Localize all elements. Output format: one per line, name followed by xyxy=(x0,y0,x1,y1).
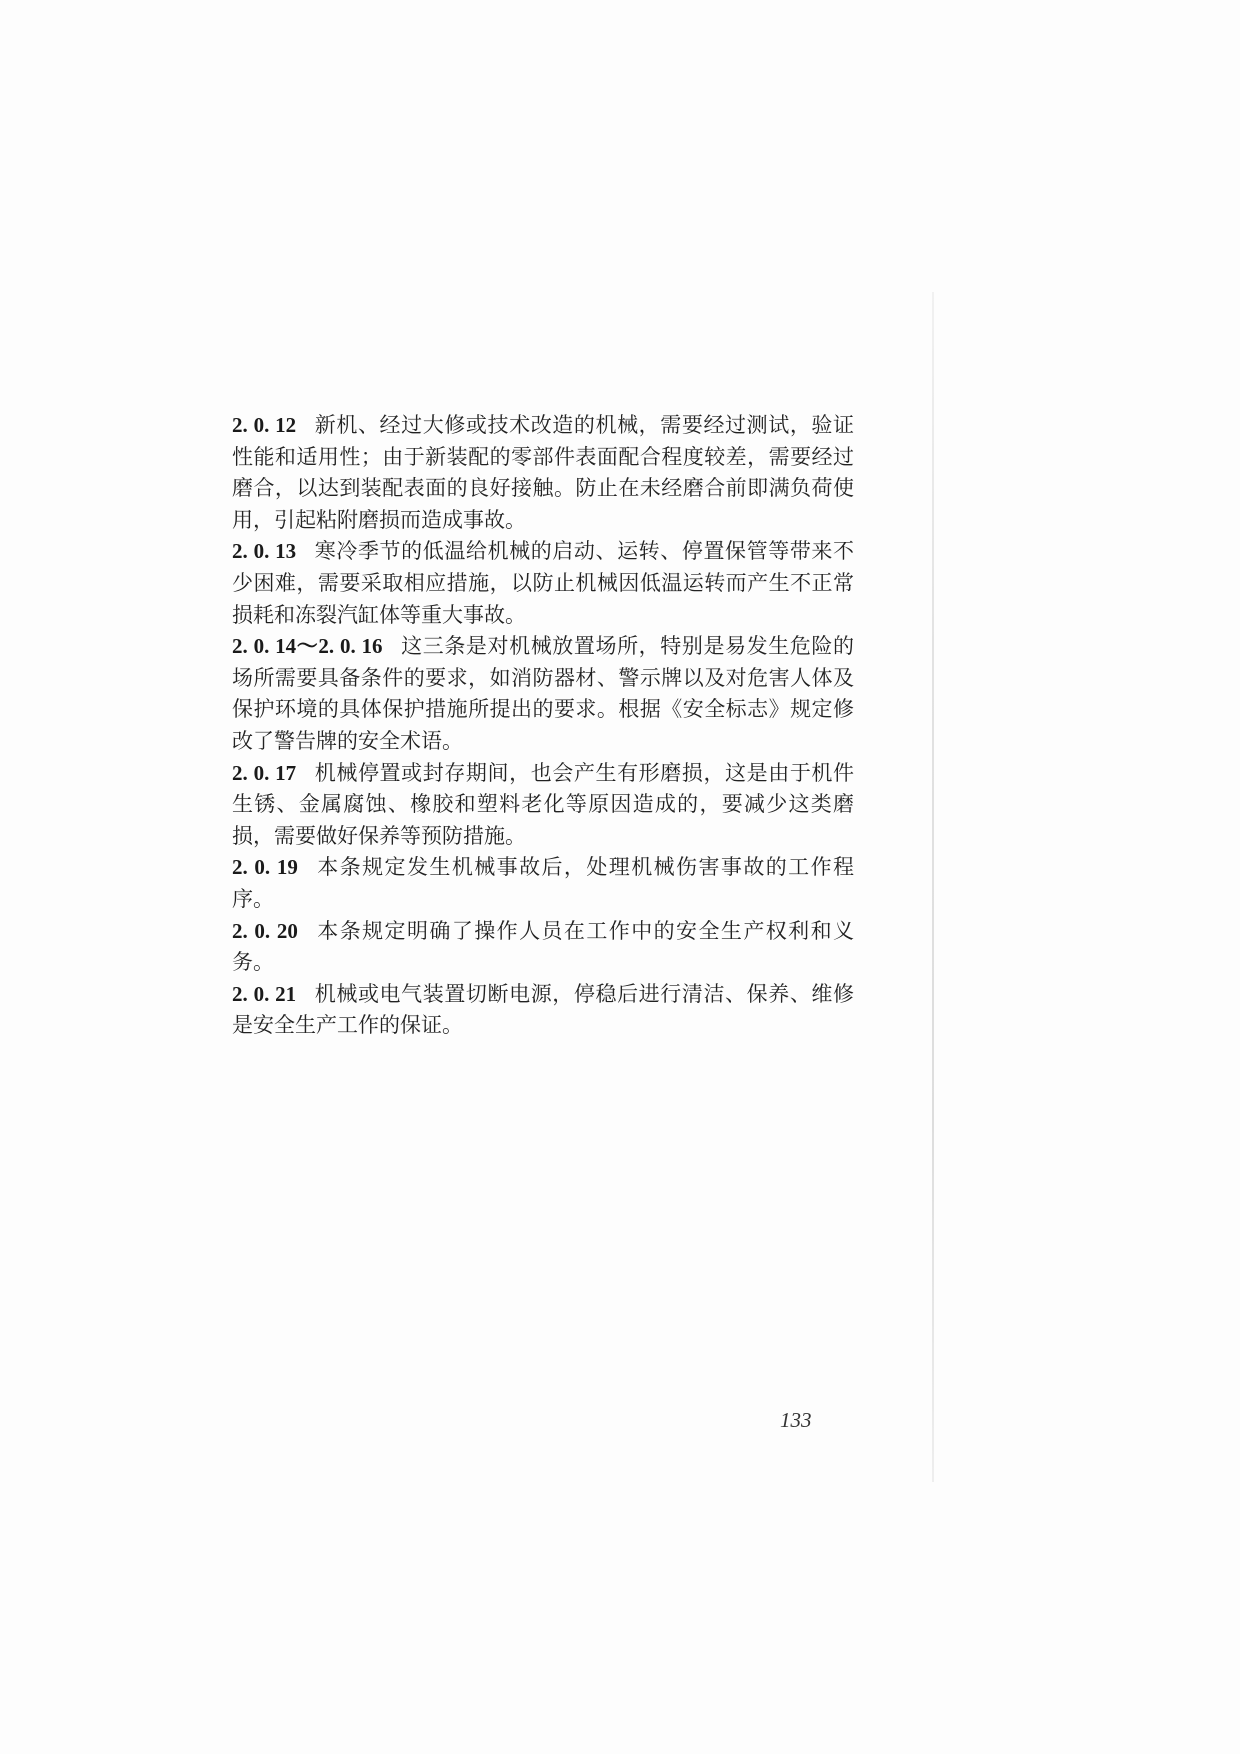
clause-number: 2. 0. 19 xyxy=(232,855,298,880)
clause-text: 机械或电气装置切断电源，停稳后进行清洁、保养、维修是安全生产工作的保证。 xyxy=(232,981,854,1038)
clause-number: 2. 0. 14～2. 0. 16 xyxy=(232,634,383,659)
clause-text: 本条规定发生机械事故后，处理机械伤害事故的工作程序。 xyxy=(232,855,855,911)
clause-2-0-20 xyxy=(232,916,854,979)
clause-text: 这三条是对机械放置场所，特别是易发生危险的场所需要具备条件的要求，如消防器材、警示牌以及对危害人体及保护环境的具体保护措施所提出的要求。根据《安全标志》规定修改了警告牌的安全术语。 xyxy=(232,634,855,753)
clause-number: 2. 0. 12 xyxy=(232,413,297,437)
clause-2-0-17 xyxy=(232,758,854,853)
clause-number: 2. 0. 13 xyxy=(232,539,297,564)
page-number: 133 xyxy=(780,1408,812,1432)
clause-list xyxy=(232,410,854,1042)
clause-2-0-13 xyxy=(232,536,854,631)
clause-text: 机械停置或封存期间，也会产生有形磨损，这是由于机件生锈、金属腐蚀、橡胶和塑料老化等原因造成的，要减少这类磨损，需要做好保养等预防措施。 xyxy=(232,760,854,848)
clause-2-0-19 xyxy=(232,852,854,915)
clause-2-0-12 xyxy=(232,410,854,536)
clause-number: 2. 0. 21 xyxy=(232,981,297,1006)
clause-text: 寒冷季节的低温给机械的启动、运转、停置保管等带来不少困难，需要采取相应措施，以防止机械因低温运转而产生不正常损耗和冻裂汽缸体等重大事故。 xyxy=(232,539,854,627)
clause-text: 本条规定明确了操作人员在工作中的安全生产权利和义务。 xyxy=(232,918,855,975)
clause-number: 2. 0. 20 xyxy=(232,918,298,943)
clause-2-0-21 xyxy=(232,979,854,1042)
clause-text: 新机、经过大修或技术改造的机械，需要经过测试，验证性能和适用性；由于新装配的零部件表面配合程度较差，需要经过磨合，以达到装配表面的良好接触。防止在未经磨合前即满负荷使用，引起粘附磨损而造成事故。 xyxy=(232,413,854,532)
clause-number: 2. 0. 17 xyxy=(232,760,297,785)
page-fold-line xyxy=(932,292,934,1482)
clause-2-0-14-16 xyxy=(232,631,854,757)
